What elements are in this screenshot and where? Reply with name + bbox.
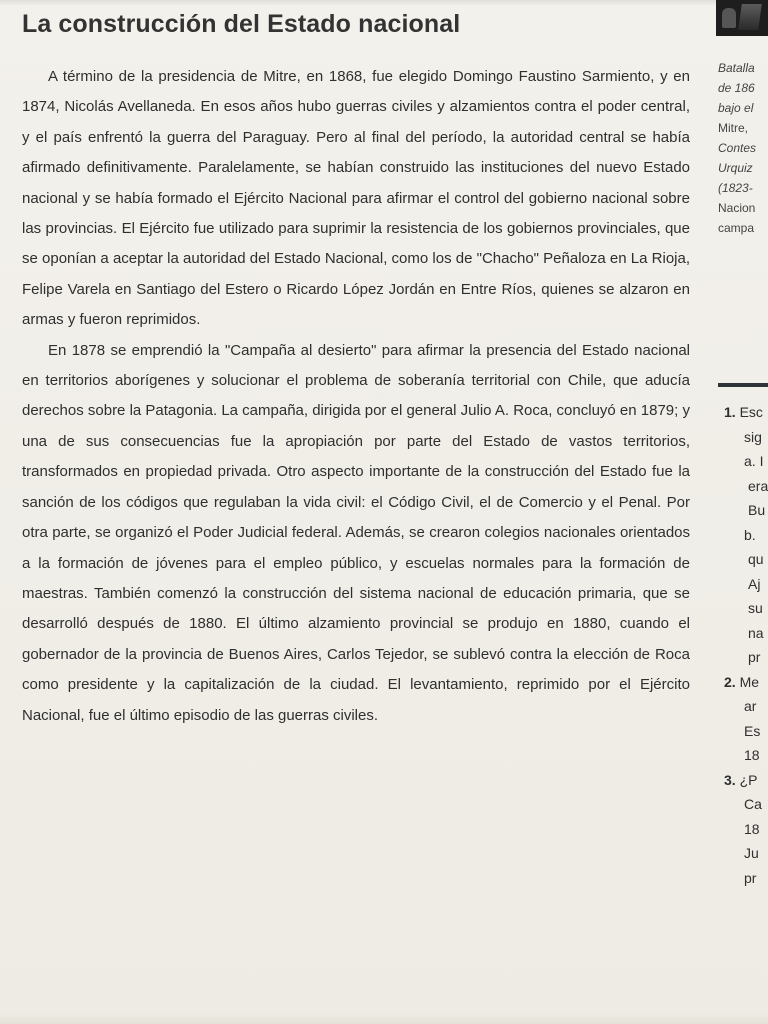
caption-line: Batalla bbox=[718, 61, 755, 75]
activity-line: Ca bbox=[744, 796, 762, 812]
caption-line: (1823- bbox=[718, 181, 753, 195]
activities-divider bbox=[718, 383, 768, 387]
activities-list bbox=[724, 400, 768, 890]
activity-number: 1. bbox=[724, 404, 736, 420]
activity-number: 2. bbox=[724, 673, 736, 690]
activity-line: 18 bbox=[744, 747, 760, 763]
activity-line: qu bbox=[748, 551, 764, 567]
activity-line: sig bbox=[744, 428, 762, 445]
activity-item-2 bbox=[724, 670, 768, 695]
activity-item-3 bbox=[724, 768, 768, 793]
page-bottom-edge bbox=[0, 1014, 768, 1024]
page-top-shadow bbox=[0, 0, 768, 6]
caption-line: campa bbox=[718, 221, 755, 235]
caption-line: de 186 bbox=[718, 81, 755, 95]
activity-line: ar bbox=[744, 698, 757, 714]
activity-line: Es bbox=[744, 722, 761, 739]
activity-line: na bbox=[748, 624, 764, 641]
caption-line: Mitre, bbox=[718, 121, 748, 135]
article-body bbox=[22, 62, 690, 731]
activity-text: ¿P bbox=[739, 771, 758, 788]
caption-line: Nacion bbox=[718, 201, 756, 215]
activity-line: a. I bbox=[744, 453, 764, 469]
activity-line: Bu bbox=[748, 502, 766, 518]
activity-line: pr bbox=[744, 869, 757, 886]
paragraph-1: A término de la presidencia de Mitre, en 1868, fue elegido Domingo Faustino Sarmiento, y en 1874, Nicolás Avellaneda. En esos años hubo guerras civiles y alzamientos contra el poder central, y el país enfrentó la guerra del Paraguay. Pero al final del período, la autoridad central se había afirmado definitivamente. Paralelamente, se habían construido las instituciones del nuevo Estado nacional y se había formado el Ejército Nacional para afirmar el control del gobierno nacional sobre las provincias. El Ejército fue utilizado para suprimir la resistencia de los gobiernos provinciales, que se oponían a aceptar la autoridad del Estado Nacional, como los de "Chacho" Peñaloza en La Rioja, Felipe Varela en Santiago del Estero o Ricardo López Jordán en Entre Ríos, quienes se alzaron en armas y fueron reprimidos. bbox=[22, 68, 690, 329]
caption-line: Contes bbox=[718, 141, 757, 155]
activity-line: Ju bbox=[744, 845, 759, 861]
activity-line: Aj bbox=[748, 575, 761, 592]
caption-line: Urquiz bbox=[718, 161, 753, 175]
caption-line: bajo el bbox=[718, 101, 754, 115]
page-title: La construcción del Estado nacional bbox=[22, 10, 461, 38]
activity-line: pr bbox=[748, 649, 761, 665]
activity-line: b. bbox=[744, 526, 756, 543]
activity-line: 18 bbox=[744, 820, 760, 837]
photo-caption bbox=[718, 58, 768, 238]
activity-item-1 bbox=[724, 400, 768, 425]
activity-number: 3. bbox=[724, 771, 736, 788]
activity-line: su bbox=[748, 600, 763, 616]
activity-text: Me bbox=[739, 673, 760, 690]
paragraph-2: En 1878 se emprendió la "Campaña al desierto" para afirmar la presencia del Estado nacional en territorios aborígenes y solucionar el problema de soberanía territorial con Chile, que aducía derechos sobre la Patagonia. La campaña, dirigida por el general Julio A. Roca, concluyó en 1879; y una de sus consecuencias fue la apropiación por parte del Estado de vastos territorios, transformados en propiedad privada. Otro aspecto importante de la construcción del Estado fue la sanción de los códigos que regulaban la vida civil: el Código Civil, el de Comercio y el Penal. Por otra parte, se organizó el Poder Judicial federal. Además, se crearon colegios nacionales orientados a la formación de jóvenes para el empleo público, y escuelas normales para la formación de maestras. También comenzó la construcción del sistema nacional de educación primaria, que se desarrolló después de 1880. El último alzamiento provincial se produjo en 1880, cuando el gobernador de la provincia de Buenos Aires, Carlos Tejedor, se sublevó contra la elección de Roca como presidente y la capitalización de la ciudad. El levantamiento, reprimido por el Ejército Nacional, fue el último episodio de las guerras civiles. bbox=[22, 341, 690, 724]
activity-text: Esc bbox=[739, 404, 763, 420]
historical-photo-thumbnail bbox=[716, 0, 768, 36]
activity-line: era bbox=[748, 477, 768, 494]
